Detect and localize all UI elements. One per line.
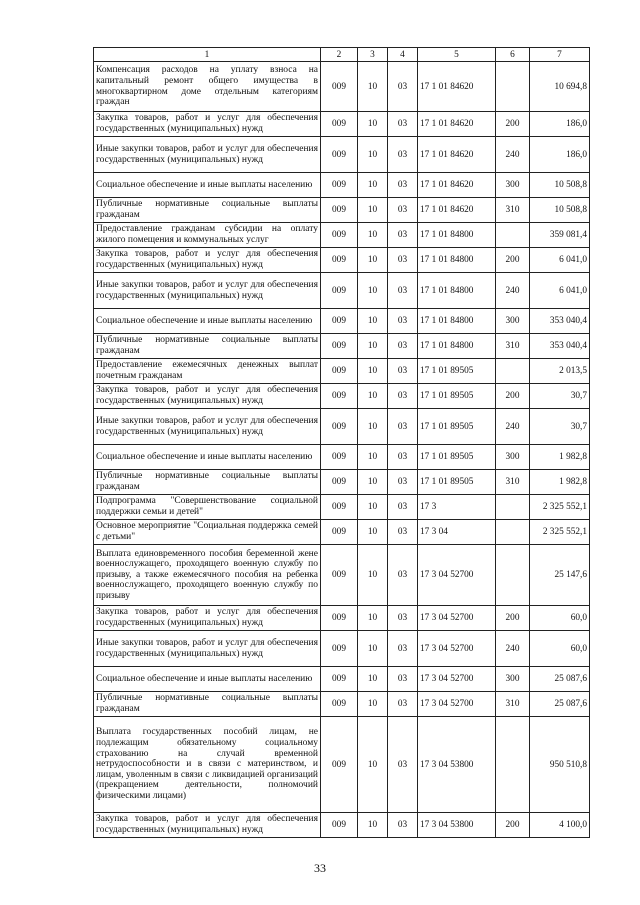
row-subsection: 03 xyxy=(388,112,418,137)
row-amount: 30,7 xyxy=(530,384,590,409)
row-amount: 2 013,5 xyxy=(530,359,590,384)
row-subsection: 03 xyxy=(388,606,418,631)
row-target-article: 17 3 04 53800 xyxy=(418,717,496,813)
row-section: 10 xyxy=(358,137,388,173)
row-target-article: 17 3 04 xyxy=(418,520,496,545)
row-code: 009 xyxy=(321,309,358,334)
row-subsection: 03 xyxy=(388,137,418,173)
row-expense-type xyxy=(496,62,530,112)
row-section: 10 xyxy=(358,173,388,198)
page-number: 33 xyxy=(314,861,326,875)
row-name: Предоставление ежемесячных денежных выплат почетным гражданам xyxy=(94,359,321,384)
row-section: 10 xyxy=(358,112,388,137)
row-name: Предоставление гражданам субсидии на оплату жилого помещения и коммунальных услуг xyxy=(94,223,321,248)
row-section: 10 xyxy=(358,248,388,273)
row-section: 10 xyxy=(358,359,388,384)
row-subsection: 03 xyxy=(388,495,418,520)
table-row xyxy=(94,359,590,384)
row-name: Публичные нормативные социальные выплаты гражданам xyxy=(94,334,321,359)
row-expense-type: 200 xyxy=(496,112,530,137)
row-code: 009 xyxy=(321,384,358,409)
row-amount: 25 087,6 xyxy=(530,667,590,692)
row-amount: 6 041,0 xyxy=(530,273,590,309)
row-subsection: 03 xyxy=(388,359,418,384)
row-expense-type: 300 xyxy=(496,667,530,692)
row-amount: 25 147,6 xyxy=(530,545,590,606)
row-amount: 10 508,8 xyxy=(530,173,590,198)
row-subsection: 03 xyxy=(388,198,418,223)
row-name: Выплата государственных пособий лицам, не подлежащим обязательному социальному страхованию на случай временной нетрудоспособности и в связи с материнством, и лицам, уволенным в связи с ликвидацией организаций (прекращением деятельности, полномочий физическими лицами) xyxy=(94,717,321,813)
header-row xyxy=(94,48,590,62)
row-target-article: 17 1 01 89505 xyxy=(418,470,496,495)
row-target-article: 17 3 04 52700 xyxy=(418,667,496,692)
row-subsection: 03 xyxy=(388,631,418,667)
row-code: 009 xyxy=(321,334,358,359)
header-cell-5: 5 xyxy=(418,48,496,62)
row-expense-type: 300 xyxy=(496,445,530,470)
row-expense-type: 300 xyxy=(496,309,530,334)
row-code: 009 xyxy=(321,273,358,309)
table-row xyxy=(94,309,590,334)
row-code: 009 xyxy=(321,62,358,112)
header-cell-2: 2 xyxy=(321,48,358,62)
row-name: Социальное обеспечение и иные выплаты населению xyxy=(94,309,321,334)
row-amount: 353 040,4 xyxy=(530,334,590,359)
row-expense-type xyxy=(496,717,530,813)
row-subsection: 03 xyxy=(388,248,418,273)
row-subsection: 03 xyxy=(388,173,418,198)
row-section: 10 xyxy=(358,520,388,545)
row-target-article: 17 1 01 89505 xyxy=(418,384,496,409)
row-expense-type: 310 xyxy=(496,334,530,359)
row-expense-type: 240 xyxy=(496,273,530,309)
table-row xyxy=(94,667,590,692)
row-target-article: 17 1 01 84800 xyxy=(418,334,496,359)
row-amount: 2 325 552,1 xyxy=(530,520,590,545)
row-expense-type xyxy=(496,520,530,545)
row-name: Социальное обеспечение и иные выплаты населению xyxy=(94,173,321,198)
row-target-article: 17 1 01 84620 xyxy=(418,62,496,112)
row-section: 10 xyxy=(358,545,388,606)
row-subsection: 03 xyxy=(388,273,418,309)
row-expense-type: 200 xyxy=(496,813,530,838)
header-cell-4: 4 xyxy=(388,48,418,62)
table-row xyxy=(94,409,590,445)
row-expense-type: 200 xyxy=(496,606,530,631)
row-section: 10 xyxy=(358,62,388,112)
row-expense-type: 200 xyxy=(496,248,530,273)
row-target-article: 17 1 01 89505 xyxy=(418,445,496,470)
row-expense-type: 300 xyxy=(496,173,530,198)
row-section: 10 xyxy=(358,495,388,520)
row-code: 009 xyxy=(321,223,358,248)
row-target-article: 17 1 01 84620 xyxy=(418,112,496,137)
row-subsection: 03 xyxy=(388,334,418,359)
table-row xyxy=(94,137,590,173)
row-target-article: 17 3 04 53800 xyxy=(418,813,496,838)
row-section: 10 xyxy=(358,631,388,667)
row-name: Закупка товаров, работ и услуг для обеспечения государственных (муниципальных) нужд xyxy=(94,248,321,273)
row-target-article: 17 1 01 84800 xyxy=(418,309,496,334)
row-amount: 4 100,0 xyxy=(530,813,590,838)
header-cell-3: 3 xyxy=(358,48,388,62)
row-target-article: 17 1 01 84800 xyxy=(418,273,496,309)
row-code: 009 xyxy=(321,717,358,813)
table-row xyxy=(94,384,590,409)
table-row xyxy=(94,173,590,198)
table-row xyxy=(94,606,590,631)
row-subsection: 03 xyxy=(388,667,418,692)
row-subsection: 03 xyxy=(388,813,418,838)
row-target-article: 17 1 01 89505 xyxy=(418,359,496,384)
row-section: 10 xyxy=(358,309,388,334)
row-expense-type: 310 xyxy=(496,198,530,223)
row-amount: 1 982,8 xyxy=(530,470,590,495)
row-name: Социальное обеспечение и иные выплаты населению xyxy=(94,667,321,692)
row-expense-type: 240 xyxy=(496,409,530,445)
row-expense-type xyxy=(496,495,530,520)
row-target-article: 17 3 04 52700 xyxy=(418,606,496,631)
row-code: 009 xyxy=(321,470,358,495)
row-expense-type: 200 xyxy=(496,384,530,409)
row-amount: 25 087,6 xyxy=(530,692,590,717)
budget-table xyxy=(93,47,590,838)
row-amount: 10 508,8 xyxy=(530,198,590,223)
row-name: Выплата единовременного пособия беременной жене военнослужащего, проходящего военную службу по призыву, а также ежемесячного пособия на ребенка военнослужащего, проходящего военную службу по призыву xyxy=(94,545,321,606)
row-subsection: 03 xyxy=(388,445,418,470)
row-name: Закупка товаров, работ и услуг для обеспечения государственных (муниципальных) нужд xyxy=(94,813,321,838)
table-row xyxy=(94,631,590,667)
row-target-article: 17 1 01 84800 xyxy=(418,223,496,248)
row-name: Закупка товаров, работ и услуг для обеспечения государственных (муниципальных) нужд xyxy=(94,384,321,409)
row-target-article: 17 1 01 84620 xyxy=(418,137,496,173)
row-amount: 10 694,8 xyxy=(530,62,590,112)
table-row xyxy=(94,273,590,309)
row-expense-type: 240 xyxy=(496,137,530,173)
row-code: 009 xyxy=(321,248,358,273)
row-name: Публичные нормативные социальные выплаты гражданам xyxy=(94,692,321,717)
row-code: 009 xyxy=(321,667,358,692)
row-code: 009 xyxy=(321,112,358,137)
row-subsection: 03 xyxy=(388,384,418,409)
row-section: 10 xyxy=(358,409,388,445)
table-row xyxy=(94,445,590,470)
row-code: 009 xyxy=(321,631,358,667)
row-subsection: 03 xyxy=(388,223,418,248)
row-code: 009 xyxy=(321,813,358,838)
row-amount: 353 040,4 xyxy=(530,309,590,334)
row-name: Публичные нормативные социальные выплаты гражданам xyxy=(94,198,321,223)
table-row xyxy=(94,223,590,248)
row-name: Подпрограмма "Совершенствование социальной поддержки семьи и детей" xyxy=(94,495,321,520)
row-code: 009 xyxy=(321,198,358,223)
row-subsection: 03 xyxy=(388,692,418,717)
row-expense-type xyxy=(496,223,530,248)
row-expense-type xyxy=(496,545,530,606)
header-cell-1: 1 xyxy=(94,48,321,62)
row-target-article: 17 1 01 89505 xyxy=(418,409,496,445)
row-name: Иные закупки товаров, работ и услуг для обеспечения государственных (муниципальных) нужд xyxy=(94,273,321,309)
row-section: 10 xyxy=(358,717,388,813)
row-code: 009 xyxy=(321,137,358,173)
row-amount: 186,0 xyxy=(530,112,590,137)
row-code: 009 xyxy=(321,359,358,384)
row-subsection: 03 xyxy=(388,520,418,545)
table-row xyxy=(94,248,590,273)
row-target-article: 17 1 01 84800 xyxy=(418,248,496,273)
row-section: 10 xyxy=(358,606,388,631)
table-row xyxy=(94,813,590,838)
row-name: Иные закупки товаров, работ и услуг для обеспечения государственных (муниципальных) нужд xyxy=(94,409,321,445)
row-section: 10 xyxy=(358,813,388,838)
table-row xyxy=(94,470,590,495)
table-row xyxy=(94,520,590,545)
row-section: 10 xyxy=(358,384,388,409)
table-row xyxy=(94,62,590,112)
table-row xyxy=(94,198,590,223)
row-name: Публичные нормативные социальные выплаты гражданам xyxy=(94,470,321,495)
row-target-article: 17 3 04 52700 xyxy=(418,545,496,606)
row-expense-type: 240 xyxy=(496,631,530,667)
row-code: 009 xyxy=(321,545,358,606)
table-row xyxy=(94,112,590,137)
row-amount: 6 041,0 xyxy=(530,248,590,273)
row-amount: 60,0 xyxy=(530,631,590,667)
row-section: 10 xyxy=(358,470,388,495)
row-subsection: 03 xyxy=(388,470,418,495)
row-name: Иные закупки товаров, работ и услуг для обеспечения государственных (муниципальных) нужд xyxy=(94,631,321,667)
row-section: 10 xyxy=(358,445,388,470)
row-target-article: 17 1 01 84620 xyxy=(418,198,496,223)
row-subsection: 03 xyxy=(388,545,418,606)
row-section: 10 xyxy=(358,334,388,359)
row-name: Закупка товаров, работ и услуг для обеспечения государственных (муниципальных) нужд xyxy=(94,606,321,631)
row-section: 10 xyxy=(358,223,388,248)
row-code: 009 xyxy=(321,445,358,470)
table-row xyxy=(94,545,590,606)
row-subsection: 03 xyxy=(388,409,418,445)
row-expense-type xyxy=(496,359,530,384)
row-subsection: 03 xyxy=(388,309,418,334)
header-cell-7: 7 xyxy=(530,48,590,62)
row-amount: 186,0 xyxy=(530,137,590,173)
row-section: 10 xyxy=(358,692,388,717)
row-code: 009 xyxy=(321,173,358,198)
row-amount: 950 510,8 xyxy=(530,717,590,813)
table-row xyxy=(94,692,590,717)
row-expense-type: 310 xyxy=(496,470,530,495)
row-section: 10 xyxy=(358,667,388,692)
row-code: 009 xyxy=(321,520,358,545)
row-code: 009 xyxy=(321,495,358,520)
row-name: Социальное обеспечение и иные выплаты населению xyxy=(94,445,321,470)
row-section: 10 xyxy=(358,198,388,223)
row-amount: 1 982,8 xyxy=(530,445,590,470)
table-body xyxy=(94,48,590,838)
table-row xyxy=(94,495,590,520)
row-target-article: 17 1 01 84620 xyxy=(418,173,496,198)
row-subsection: 03 xyxy=(388,62,418,112)
row-name: Компенсация расходов на уплату взноса на капитальный ремонт общего имущества в многоквартирном доме отдельным категориям граждан xyxy=(94,62,321,112)
row-target-article: 17 3 xyxy=(418,495,496,520)
header-cell-6: 6 xyxy=(496,48,530,62)
row-amount: 359 081,4 xyxy=(530,223,590,248)
row-target-article: 17 3 04 52700 xyxy=(418,692,496,717)
row-target-article: 17 3 04 52700 xyxy=(418,631,496,667)
row-code: 009 xyxy=(321,409,358,445)
row-subsection: 03 xyxy=(388,717,418,813)
row-section: 10 xyxy=(358,273,388,309)
table-row xyxy=(94,717,590,813)
row-code: 009 xyxy=(321,606,358,631)
row-amount: 30,7 xyxy=(530,409,590,445)
row-amount: 60,0 xyxy=(530,606,590,631)
row-name: Иные закупки товаров, работ и услуг для обеспечения государственных (муниципальных) нужд xyxy=(94,137,321,173)
row-name: Закупка товаров, работ и услуг для обеспечения государственных (муниципальных) нужд xyxy=(94,112,321,137)
row-amount: 2 325 552,1 xyxy=(530,495,590,520)
row-expense-type: 310 xyxy=(496,692,530,717)
row-name: Основное мероприятие "Социальная поддержка семей с детьми" xyxy=(94,520,321,545)
row-code: 009 xyxy=(321,692,358,717)
table-row xyxy=(94,334,590,359)
